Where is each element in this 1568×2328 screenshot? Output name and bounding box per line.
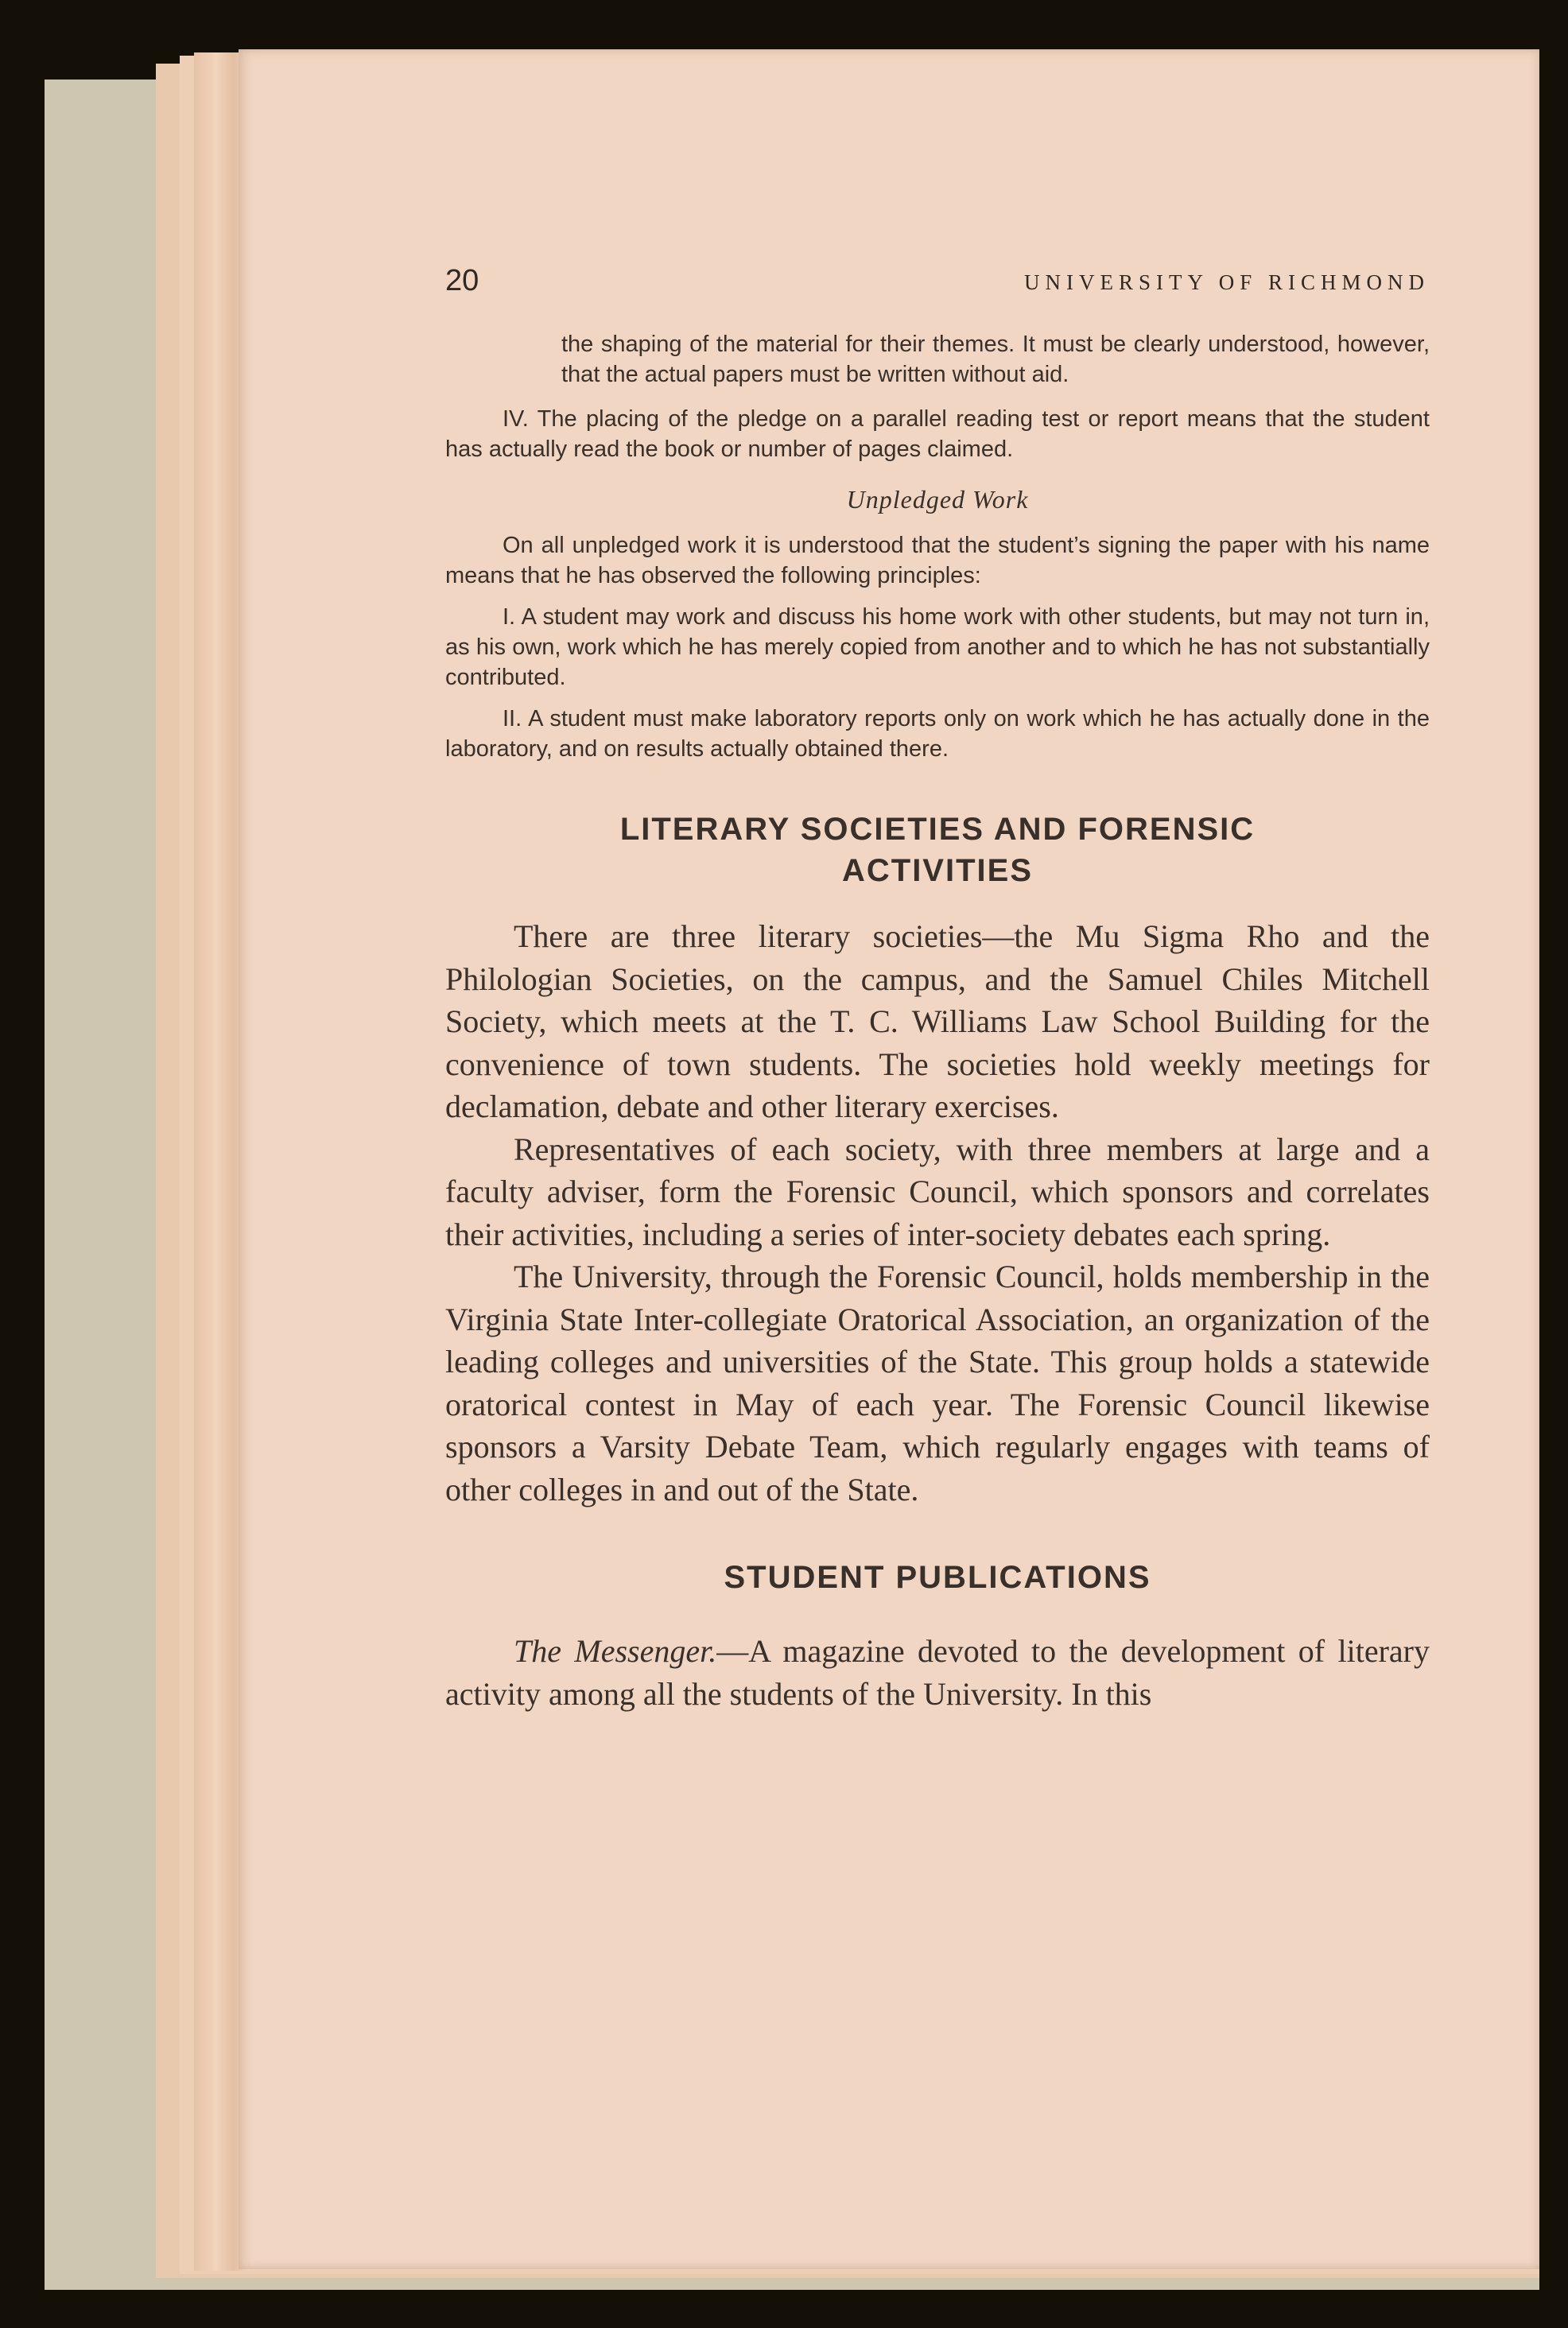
pledged-item-iv: IV. The placing of the pledge on a parallel reading test or report means that the student has actually read the book or number of pages claimed. bbox=[445, 406, 1430, 462]
unpledged-item-ii: II. A student must make laboratory reports only on work which he has actually done in the laboratory, and on results actually obtained there. bbox=[445, 706, 1430, 762]
unpledged-heading: Unpledged Work bbox=[846, 485, 1029, 514]
messenger-text: —A magazine devoted to the development of literary activity among all the students of the University. In this bbox=[445, 1633, 1430, 1712]
page-number: 20 bbox=[445, 264, 479, 297]
running-head bbox=[445, 254, 1430, 302]
literary-title-line1: LITERARY SOCIETIES AND FORENSIC bbox=[619, 812, 1256, 847]
literary-paragraph-1: There are three literary societies—the Mu Sigma Rho and the Philologian Societies, on the campus, and the Samuel Chiles Mitchell Society, which meets at the T. C. Williams Law School Building for the convenience of town students. The societies hold weekly meetings for declamation, debate and other literary exercises. bbox=[445, 918, 1430, 1124]
unpledged-item-i: I. A student may work and discuss his home work with other students, but may not turn in, as his own, work which he has merely copied from another and to which he has not substantially contributed. bbox=[445, 604, 1430, 690]
page-content bbox=[445, 254, 1430, 1715]
pledged-continuation: the shaping of the material for their themes. It must be clearly understood, however, that the actual papers must be written without aid. bbox=[561, 332, 1430, 387]
publications-title: STUDENT PUBLICATIONS bbox=[724, 1560, 1151, 1595]
literary-title-line2: ACTIVITIES bbox=[841, 853, 1034, 888]
running-title: UNIVERSITY OF RICHMOND bbox=[1023, 270, 1430, 294]
literary-paragraph-2: Representatives of each society, with three members at large and a faculty adviser, form the Forensic Council, which sponsors and correlates their activities, including a series of inter-society debates each spring. bbox=[445, 1131, 1430, 1252]
unpledged-intro: On all unpledged work it is understood that the student’s signing the paper with his name means that he has observed the following principles: bbox=[445, 533, 1430, 588]
literary-paragraph-3: The University, through the Forensic Council, holds membership in the Virginia State Inter-collegiate Oratorical Association, an organization of the leading colleges and universities of the State. This group holds a statewide oratorical contest in May of each year. The Forensic Council likewise sponsors a Varsity Debate Team, which regularly engages with teams of other colleges in and out of the State. bbox=[445, 1259, 1430, 1507]
messenger-paragraph bbox=[445, 1630, 1430, 1715]
messenger-name: The Messenger. bbox=[514, 1633, 717, 1669]
